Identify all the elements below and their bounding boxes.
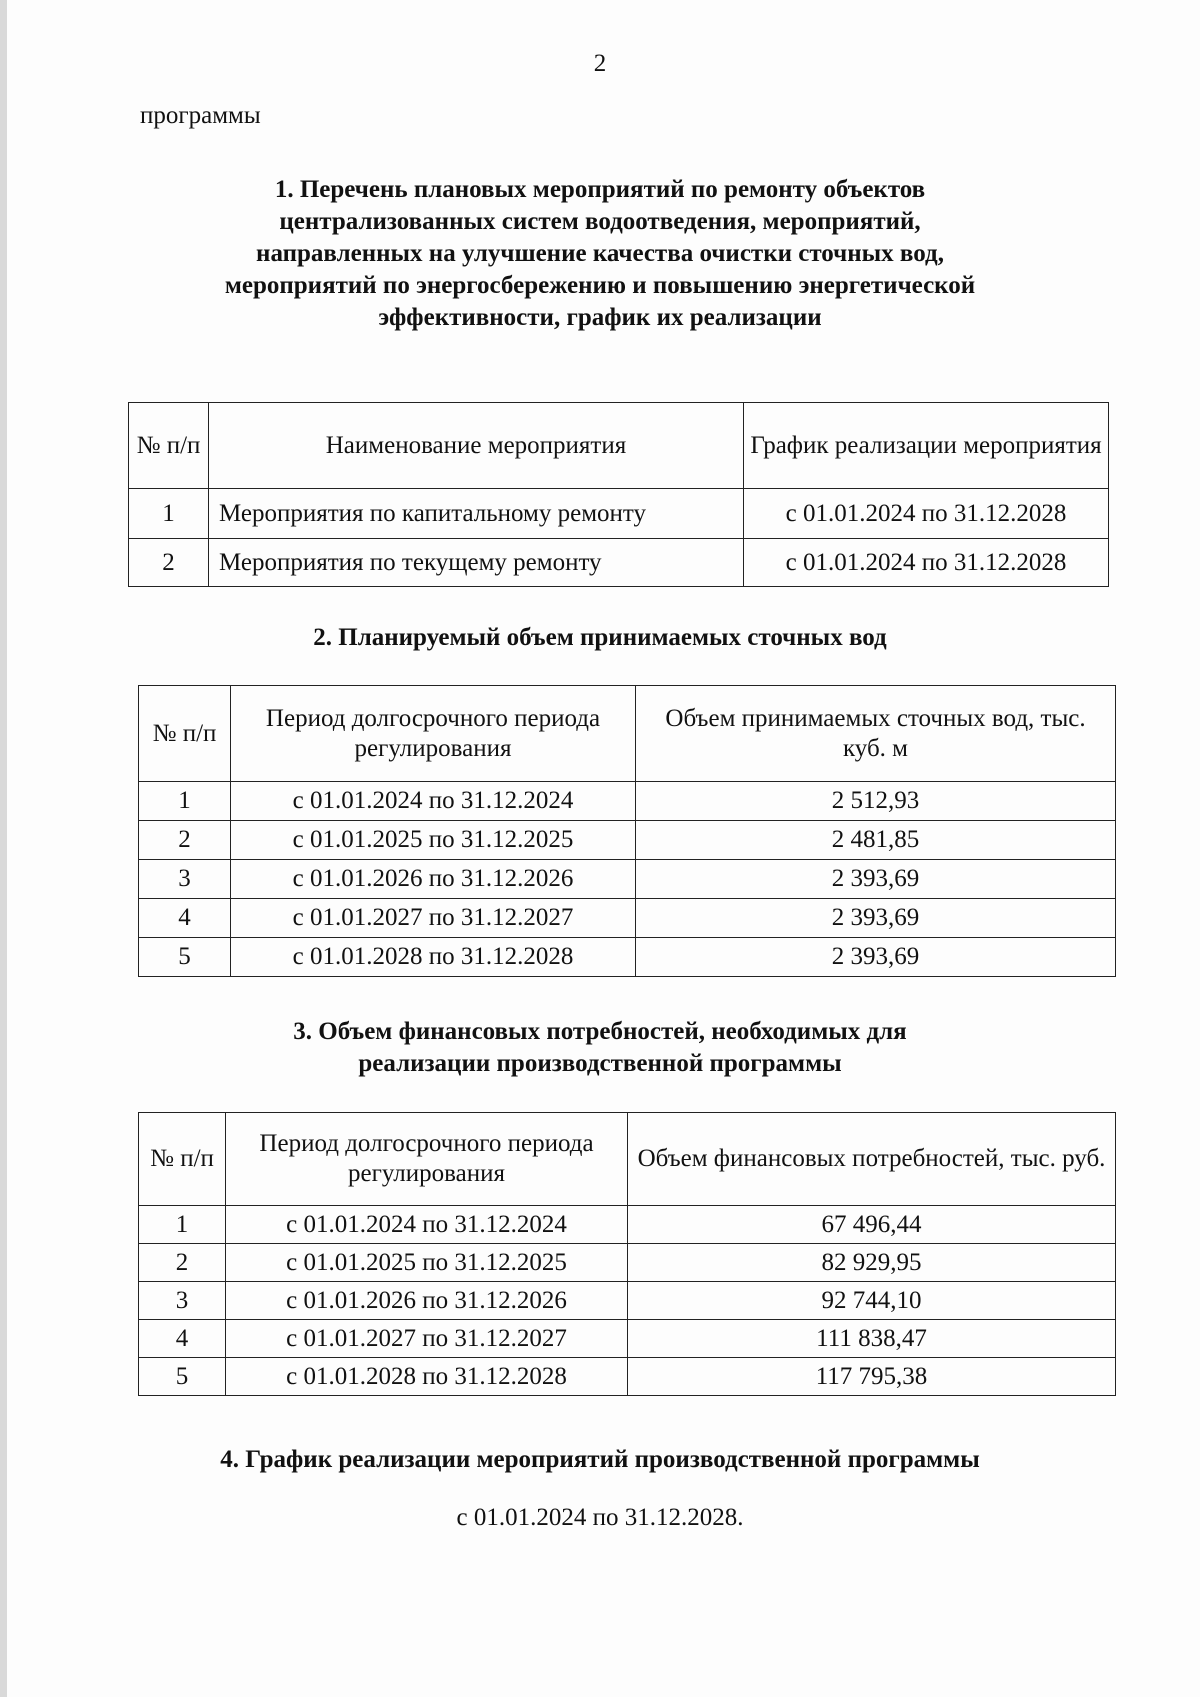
row-value: 2 393,69 [636,938,1116,977]
row-num: 2 [139,1244,226,1282]
section1-title-line: централизованных систем водоотведения, мероприятий, [279,208,921,235]
section1-title-line: направленных на улучшение качества очистки сточных вод, [256,240,944,267]
table-row [139,1320,1116,1358]
financial-needs-table [138,1112,1116,1396]
row-period: с 01.01.2028 по 31.12.2028 [231,938,636,977]
section3-title-line: 3. Объем финансовых потребностей, необходимых для [293,1018,907,1045]
table-row [139,938,1116,977]
row-period: с 01.01.2028 по 31.12.2028 [226,1358,628,1396]
row-schedule: с 01.01.2024 по 31.12.2028 [744,539,1109,587]
row-num: 3 [139,860,231,899]
section3-title-line: реализации производственной программы [358,1050,842,1077]
row-value: 2 393,69 [636,860,1116,899]
table-row [139,782,1116,821]
header-num: № п/п [139,1113,226,1206]
section4-period: с 01.01.2024 по 31.12.2028. [456,1504,744,1531]
row-period: с 01.01.2025 по 31.12.2025 [226,1244,628,1282]
row-schedule: с 01.01.2024 по 31.12.2028 [744,489,1109,539]
section2-title: 2. Планируемый объем принимаемых сточных вод [313,624,887,651]
table-row [139,821,1116,860]
row-period: с 01.01.2026 по 31.12.2026 [231,860,636,899]
row-value: 2 512,93 [636,782,1116,821]
header-volume: Объем финансовых потребностей, тыс. руб. [628,1113,1116,1206]
section1-title-line: 1. Перечень плановых мероприятий по ремонту объектов [274,176,926,203]
table-row [139,1358,1116,1396]
row-num: 4 [139,1320,226,1358]
section1-title-line: мероприятий по энергосбережению и повышению энергетической [224,272,976,299]
row-num: 2 [129,539,209,587]
row-period: с 01.01.2024 по 31.12.2024 [226,1206,628,1244]
header-period: Период долгосрочного периода регулирования [226,1113,628,1206]
table-row [129,489,1109,539]
row-num: 1 [139,1206,226,1244]
table-row [139,860,1116,899]
measures-table [128,402,1109,587]
row-num: 4 [139,899,231,938]
row-num: 1 [139,782,231,821]
header-period: Период долгосрочного периода регулирования [231,686,636,782]
row-value: 117 795,38 [628,1358,1116,1396]
row-period: с 01.01.2026 по 31.12.2026 [226,1282,628,1320]
header-volume: Объем принимаемых сточных вод, тыс. куб. м [636,686,1116,782]
row-period: с 01.01.2027 по 31.12.2027 [231,899,636,938]
table-row [139,1206,1116,1244]
row-name: Мероприятия по капитальному ремонту [209,489,744,539]
row-value: 67 496,44 [628,1206,1116,1244]
table-header-row [129,403,1109,489]
section3-title [0,1016,1200,1080]
continuation-text: программы [140,102,261,129]
row-num: 1 [129,489,209,539]
wastewater-volume-table [138,685,1116,977]
row-num: 5 [139,938,231,977]
row-num: 5 [139,1358,226,1396]
table-row [139,1244,1116,1282]
header-num: № п/п [139,686,231,782]
row-value: 2 481,85 [636,821,1116,860]
section1-title-line: эффективности, график их реализации [378,304,822,331]
table-header-row [139,686,1116,782]
row-value: 2 393,69 [636,899,1116,938]
row-value: 92 744,10 [628,1282,1116,1320]
header-name: Наименование мероприятия [209,403,744,489]
row-num: 3 [139,1282,226,1320]
page-number: 2 [593,50,607,77]
row-num: 2 [139,821,231,860]
row-value: 111 838,47 [628,1320,1116,1358]
row-value: 82 929,95 [628,1244,1116,1282]
row-period: с 01.01.2025 по 31.12.2025 [231,821,636,860]
table-row [139,1282,1116,1320]
section4-title: 4. График реализации мероприятий производственной программы [220,1446,980,1473]
table-row [139,899,1116,938]
table-header-row [139,1113,1116,1206]
row-period: с 01.01.2027 по 31.12.2027 [226,1320,628,1358]
table-row [129,539,1109,587]
section1-title [0,174,1200,334]
row-period: с 01.01.2024 по 31.12.2024 [231,782,636,821]
header-schedule: График реализации мероприятия [744,403,1109,489]
header-num: № п/п [129,403,209,489]
row-name: Мероприятия по текущему ремонту [209,539,744,587]
